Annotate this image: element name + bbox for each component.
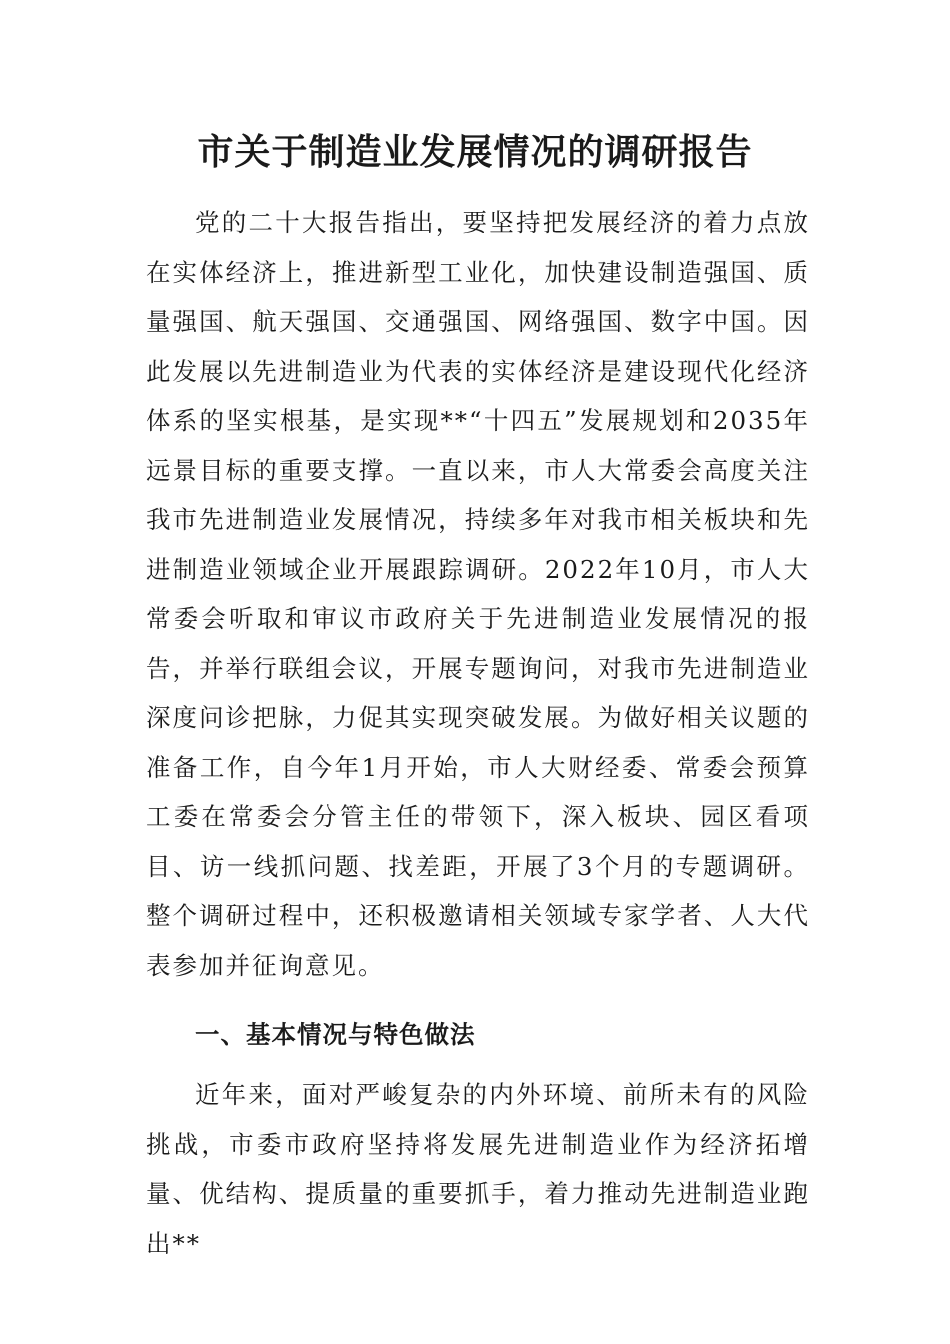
document-title: 市关于制造业发展情况的调研报告 [197, 131, 753, 173]
intro-paragraph: 党的二十大报告指出，要坚持把发展经济的着力点放在实体经济上，推进新型工业化，加快建设制造强国、质量强国、航天强国、交通强国、网络强国、数字中国。因此发展以先进制造业为代表的实体经济是建设现代化经济体系的坚实根基，是实现**“十四五”发展规划和2035年远景目标的重要支撑。一直以来，市人大常委会高度关注我市先进制造业发展情况，持续多年对我市相关板块和先进制造业领域企业开展跟踪调研。2022年10月，市人大常委会听取和审议市政府关于先进制造业发展情况的报告，并举行联组会议，开展专题询问，对我市先进制造业深度问诊把脉，力促其实现突破发展。为做好相关议题的准备工作，自今年1月开始，市人大财经委、常委会预算工委在常委会分管主任的带领下，深入板块、园区看项目、访一线抓问题、找差距，开展了3个月的专题调研。整个调研过程中，还积极邀请相关领域专家学者、人大代表参加并征询意见。 [146, 208, 810, 980]
section-heading: 一、基本情况与特色做法 [195, 1020, 476, 1049]
section-paragraph: 近年来，面对严峻复杂的内外环境、前所未有的风险挑战，市委市政府坚持将发展先进制造业作为经济拓增量、优结构、提质量的重要抓手，着力推动先进制造业跑出** [146, 1080, 810, 1258]
